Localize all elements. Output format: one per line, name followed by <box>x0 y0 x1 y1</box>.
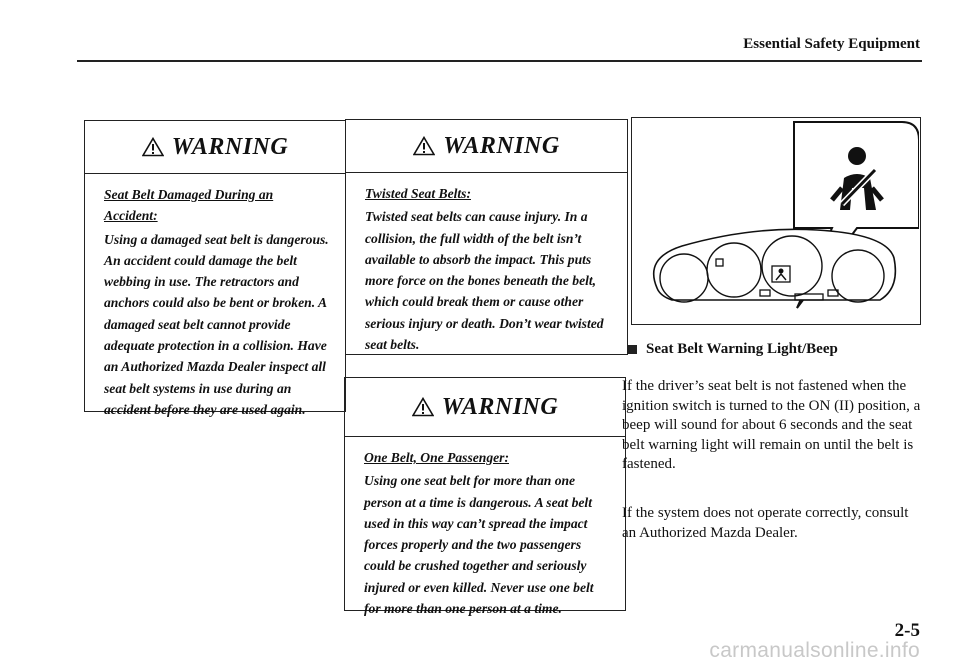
warning-label: WARNING <box>171 133 289 160</box>
warning-body <box>345 437 625 629</box>
warning-body <box>346 173 627 365</box>
warning-subtitle: Twisted Seat Belts: <box>365 186 471 201</box>
warning-body <box>85 174 345 430</box>
watermark: carmanualsonline.info <box>709 639 920 662</box>
warning-label: WARNING <box>441 393 559 420</box>
warning-triangle-icon <box>412 397 434 417</box>
seat-belt-warning-illustration <box>631 117 921 325</box>
warning-triangle-icon <box>413 136 435 156</box>
instrument-cluster <box>654 229 896 300</box>
warning-subtitle: Seat Belt Damaged During an Accident: <box>104 187 274 224</box>
header-title: Essential Safety Equipment <box>743 36 920 52</box>
warning-subtitle: One Belt, One Passenger: <box>364 450 509 465</box>
square-bullet-icon <box>628 345 637 354</box>
page-number: 2-5 <box>894 620 920 641</box>
warning-header <box>346 120 627 173</box>
section-heading <box>628 341 838 358</box>
warning-text: Using a damaged seat belt is dangerous. An accident could damage the belt webbing in use. The retractors and anchors could also be bent or broken. A damaged seat belt cannot provide adequate protection in a collision. Have an Authorized Mazda Dealer inspect all seat belt systems in use during an accident before they are used again. <box>104 231 329 417</box>
warning-box-damaged-belt <box>84 120 346 417</box>
warning-header <box>85 121 345 174</box>
warning-box-one-belt <box>344 377 626 617</box>
warning-header <box>345 378 625 437</box>
paragraph: If the driver’s seat belt is not fastened when the ignition switch is turned to the ON (II) position, a beep will sound for about 6 seconds and the seat belt warning light will remain on until the belt is fastened. <box>622 378 921 472</box>
warning-triangle-icon <box>142 137 164 157</box>
warning-box-twisted-belts <box>345 119 628 355</box>
warning-text: Twisted seat belts can cause injury. In a collision, the full width of the belt isn’t available to absorb the impact. This puts more force on the bones beneath the belt, which could break them or cause other serious injury or death. Don’t wear twisted seat belts. <box>365 209 604 353</box>
warning-label: WARNING <box>443 132 560 159</box>
paragraph: If the system does not operate correctly, consult an Authorized Mazda Dealer. <box>622 505 909 541</box>
header-rule <box>77 60 922 62</box>
section-heading-text: Seat Belt Warning Light/Beep <box>646 341 838 357</box>
warning-text: Using one seat belt for more than one person at a time is dangerous. A seat belt used in this way can’t spread the impact forces properly and the two passengers could be crushed together and seriously injured or even killed. Never use one belt for more than one person at a time. <box>364 473 594 617</box>
instrument-cluster-drawing <box>632 118 919 323</box>
